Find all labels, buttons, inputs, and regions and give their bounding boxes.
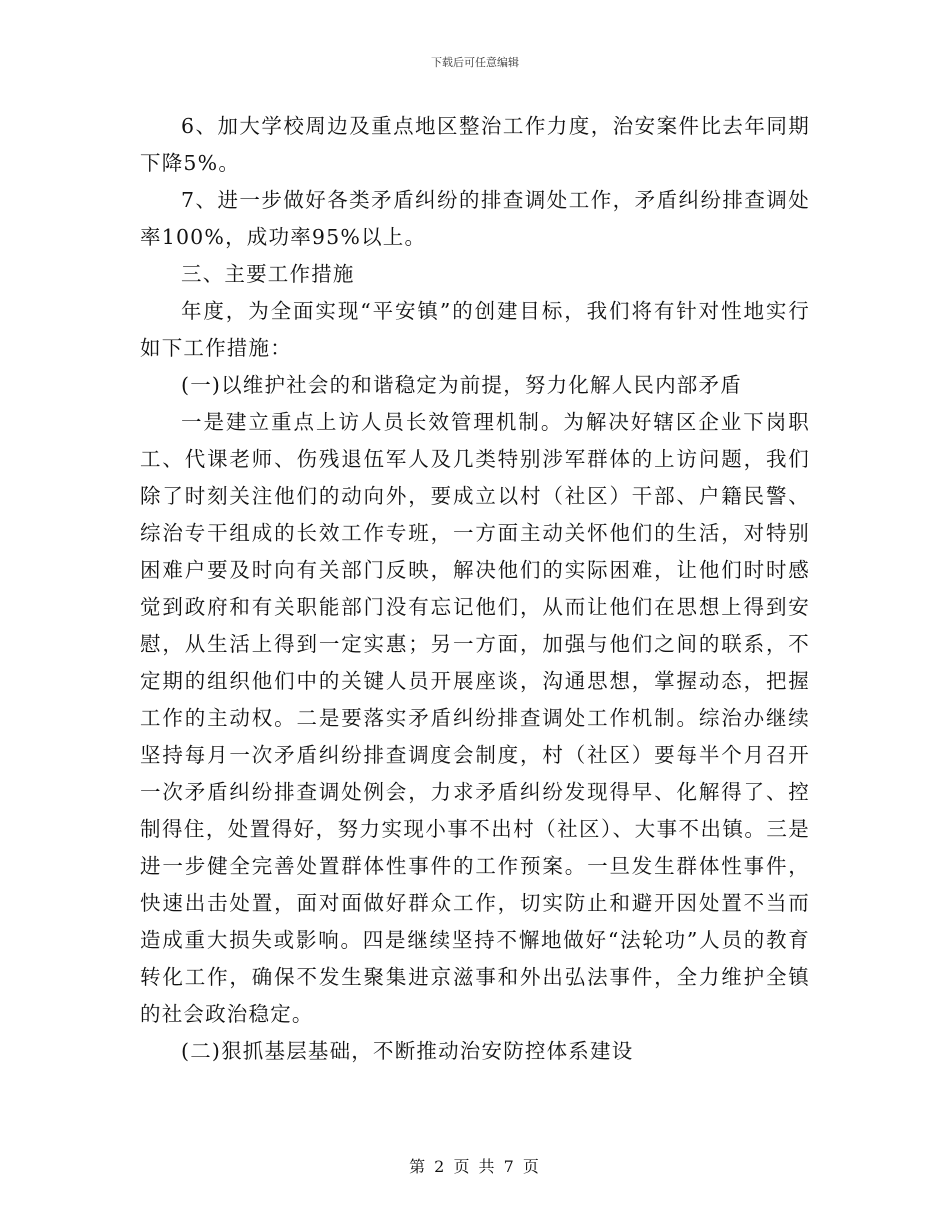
document-body (140, 108, 810, 1070)
subsection-heading-1: (一)以维护社会的和谐稳定为前提，努力化解人民内部矛盾 (181, 373, 742, 397)
paragraph-main: 一是建立重点上访人员长效管理机制。为解决好辖区企业下岗职工、代课老师、伤残退伍军人及几类特别涉军群体的上访问题，我们除了时刻关注他们的动向外，要成立以村（社区）干部、户籍民警、综治专干组成的长效工作专班，一方面主动关怀他们的生活，对特别困难户要及时向有关部门反映，解决他们的实际困难，让他们时时感觉到政府和有关职能部门没有忘记他们，从而让他们在思想上得到安慰，从生活上得到一定实惠；另一方面，加强与他们之间的联系，不定期的组织他们中的关键人员开展座谈，沟通思想，掌握动态，把握工作的主动权。二是要落实矛盾纠纷排查调处工作机制。综治办继续坚持每月一次矛盾纠纷排查调度会制度，村（社区）要每半个月召开一次矛盾纠纷排查调处例会，力求矛盾纠纷发现得早、化解得了、控制得住，处置得好，努力实现小事不出村（社区）、大事不出镇。三是进一步健全完善处置群体性事件的工作预案。一旦发生群体性事件，快速出击处置，面对面做好群众工作，切实防止和避开因处置不当而造成重大损失或影响。四是继续坚持不懈地做好“法轮功”人员的教育转化工作，确保不发生聚集进京滋事和外出弘法事件，全力维护全镇的社会政治稳定。 (140, 410, 810, 1026)
page-number: 第 2 页 共 7 页 (409, 1157, 541, 1176)
paragraph-item-6: 6、加大学校周边及重点地区整治工作力度，治安案件比去年同期下降5%。 (140, 114, 810, 175)
paragraph-intro: 年度，为全面实现“平安镇”的创建目标，我们将有针对性地实行如下工作措施： (140, 299, 810, 360)
section-heading-measures: 三、主要工作措施 (181, 262, 355, 286)
page-header-note: 下载后可任意编辑 (431, 56, 519, 69)
subsection-heading-2: (二)狠抓基层基础，不断推动治安防控体系建设 (181, 1039, 634, 1063)
paragraph-item-7: 7、进一步做好各类矛盾纠纷的排查调处工作，矛盾纠纷排查调处率100%，成功率95%以上。 (140, 188, 810, 249)
